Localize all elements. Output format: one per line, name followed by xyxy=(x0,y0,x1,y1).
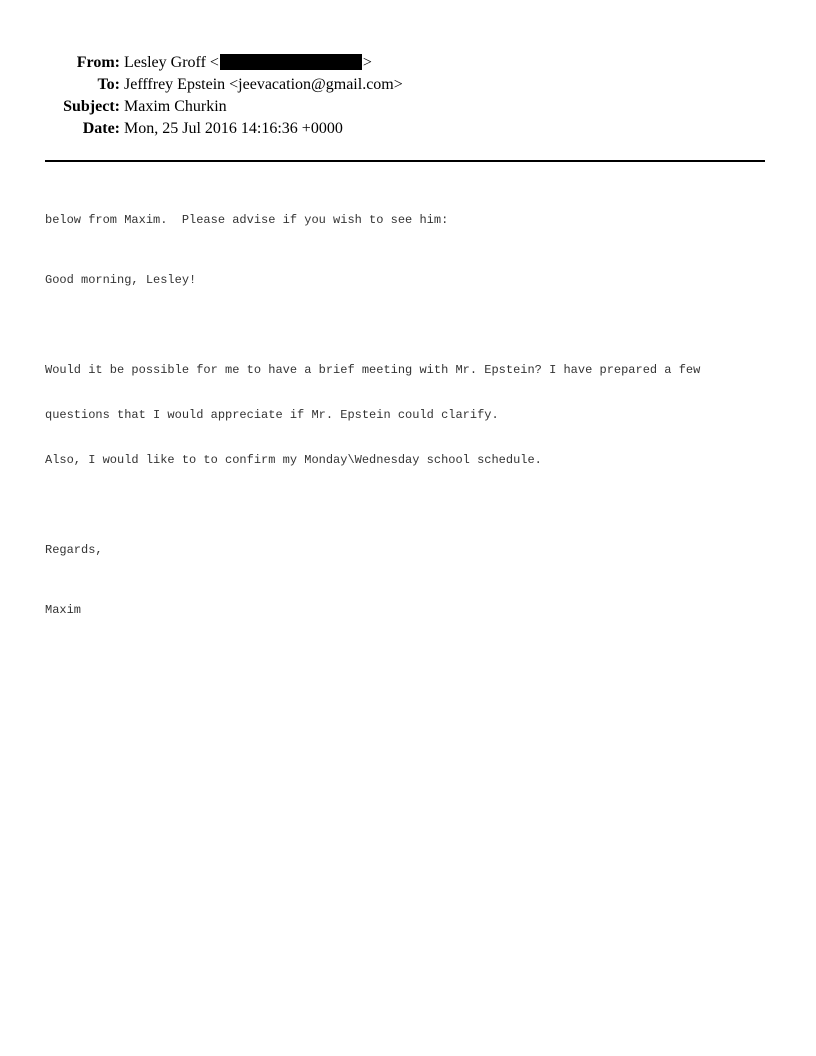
date-row xyxy=(0,118,816,140)
date-value: Mon, 25 Jul 2016 14:16:36 +0000 xyxy=(124,120,343,137)
body-paragraph xyxy=(45,333,770,498)
redaction-block xyxy=(220,54,362,70)
body-signature: Maxim xyxy=(45,603,82,617)
from-name: Lesley Groff < xyxy=(124,54,219,71)
body-paragraph-line: Also, I would like to to confirm my Monday\Wednesday school schedule. xyxy=(45,453,542,467)
from-closing-bracket: > xyxy=(362,54,372,71)
email-header xyxy=(0,52,816,140)
subject-label: Subject: xyxy=(63,98,120,115)
subject-value: Maxim Churkin xyxy=(124,98,227,115)
email-body xyxy=(45,183,770,648)
body-greeting: Good morning, Lesley! xyxy=(45,273,197,287)
to-label: To: xyxy=(97,76,120,93)
to-row xyxy=(0,74,816,96)
date-label: Date: xyxy=(82,120,120,137)
body-intro: below from Maxim. Please advise if you wish to see him: xyxy=(45,213,449,227)
to-value: Jefffrey Epstein <jeevacation@gmail.com> xyxy=(124,76,403,93)
body-closing: Regards, xyxy=(45,543,103,557)
from-label: From: xyxy=(76,54,120,71)
from-row xyxy=(0,52,816,74)
body-paragraph-line: Would it be possible for me to have a brief meeting with Mr. Epstein? I have prepared a few xyxy=(45,363,701,377)
from-value xyxy=(124,52,372,74)
body-paragraph-line: questions that I would appreciate if Mr. Epstein could clarify. xyxy=(45,408,499,422)
header-divider xyxy=(45,160,765,162)
subject-row xyxy=(0,96,816,118)
